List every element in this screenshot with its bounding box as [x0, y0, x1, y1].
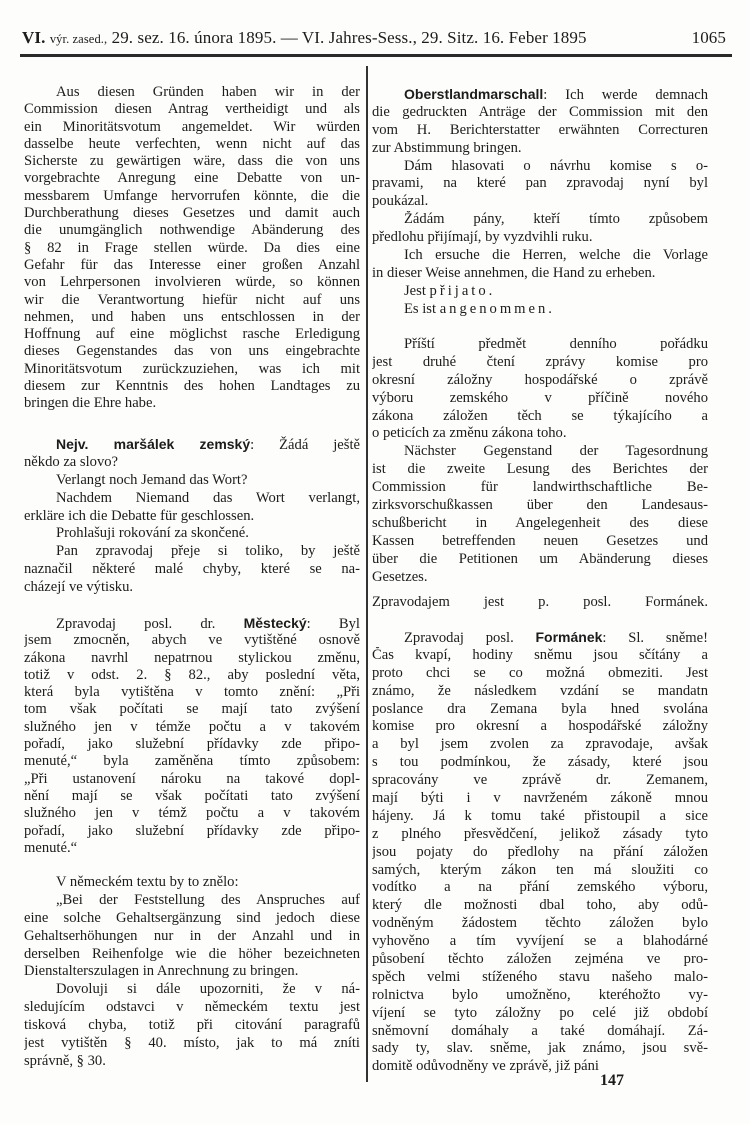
text-line: die unumgänglich nothwendige Abänderung des	[24, 222, 360, 239]
signature-mark: 147	[600, 1072, 624, 1089]
text-line: známo, že následkem vzdání se mandatn	[372, 682, 708, 699]
text-line: Gefahr für das Interesse einer großen Anzahl	[24, 256, 360, 273]
header-rule	[20, 54, 732, 57]
text-line: Durchberathung dieses Gesetzes und damit auch	[24, 205, 360, 222]
text-line: samých, kterým zákon ten má sloužiti co	[372, 861, 708, 878]
speaker-name: Oberstlandmarschall	[404, 86, 544, 102]
left-paragraph-german-minority	[24, 84, 360, 412]
text-line: jest druhé čtení zprávy komise pro	[372, 353, 708, 370]
text-line: Commission für landwirthschaftliche Be-	[372, 479, 708, 496]
text-line: diesem zur Kenntnis des hohen Landtages zu	[24, 378, 360, 395]
text-line: poslance dra Zemana byla hned svolána	[372, 700, 708, 717]
text-line: Hoffnung auf eine möglichst rasche Erledigung	[24, 326, 360, 343]
text-line: bringen die Ehre habe.	[24, 395, 157, 412]
text-line: § 82 in Frage stellen würde. Da dies eine	[24, 239, 360, 256]
text-line: derselben Reihenfolge wie die höher bezeichneten	[24, 945, 360, 962]
text-line: „Při ustanovení nároku na takové dopl-	[24, 770, 360, 787]
text-line: dasselbe heute verfechten, wenn nicht auf das	[24, 135, 360, 152]
text-line: vodítko a na přání zemského výboru,	[372, 879, 708, 896]
text-line: Commission diesen Antrag vertheidigt und als	[24, 101, 360, 118]
text-line: služného jen v témž počtu a v takovém	[24, 805, 360, 822]
text-line: o peticích za změnu zákona toho.	[372, 425, 567, 442]
text-line: die gedruckten Anträge der Commission mit den	[372, 103, 708, 120]
text-line: pořadí, jako služební přídavky zde připo-	[24, 822, 360, 839]
text-line: „Bei der Feststellung des Anspruches auf	[56, 891, 360, 908]
text-line: s tou podmínkou, že zásady, které jsou	[372, 754, 708, 771]
text-line: vorgebrachte Anregung eine Debatte von un-	[24, 170, 360, 187]
text-line: Gesetzes.	[372, 568, 428, 585]
text-line: zur Abstimmung bringen.	[372, 139, 522, 156]
header-session-small: výr. zased.,	[49, 32, 108, 46]
text-line: vom H. Berichterstatter erwähnten Correcturen	[372, 121, 708, 138]
text-line: Dám hlasovati o návrhu komise s o-	[404, 157, 708, 174]
text-line: Aus diesen Gründen haben wir in der	[56, 84, 360, 100]
text-line: Prohlašuji rokování za skončené.	[56, 525, 249, 542]
text-line: spracovány ve zprávě dr. Zemanem,	[372, 772, 708, 789]
text-line: totiž v odst. 2. § 82., aby poslední věta,	[24, 666, 360, 683]
text-line: Dovoluji si dále upozorniti, že v ná-	[56, 981, 360, 998]
text-line: někdo za slovo?	[24, 453, 119, 470]
text-line: dieses Gegenstandes das von uns eingebrachte	[24, 343, 360, 360]
text-line: messbarem Umfange hervorrufen könnte, die die	[24, 187, 360, 204]
text-line: menuté.“	[24, 839, 78, 856]
text-line: Minoritätsvotum zurückzuziehen, was ich mit	[24, 360, 360, 377]
speaker-name: Formánek	[535, 629, 603, 645]
text-line: vodněným žádostem těchto záložen bylo	[372, 915, 708, 932]
left-marshal-speech	[24, 436, 360, 597]
column-divider	[366, 66, 368, 1082]
text-line: ein Minoritätsvotum angemeldet. Wir würden	[24, 118, 360, 135]
text-line: Oberstlandmarschall: Ich werde demnach	[404, 86, 708, 103]
text-line: proto chci se co možná obmeziti. Jest	[372, 664, 708, 681]
text-line: nehmen, und haben uns entschlossen in der	[24, 308, 360, 325]
text-line: která byla vytištěna v tomto znění: „Při	[24, 684, 360, 701]
text-line: nění mají se však počítati tato zvýšení	[24, 787, 360, 804]
text-line: jsou pojaty do předlohy na přání záložen	[372, 843, 708, 860]
text-line: schußbericht in Angelegenheit des diese	[372, 514, 708, 531]
text-line: Verlangt noch Jemand das Wort?	[56, 471, 248, 488]
text-line: poukázal.	[372, 193, 429, 210]
text-line: Nächster Gegenstand der Tagesordnung	[404, 443, 708, 460]
text-line: Dienstalterszulagen in Anrechnung zu bringen.	[24, 963, 299, 980]
text-line: Pan zpravodaj přeje si toliko, by ještě	[56, 543, 360, 560]
text-line: sady ty, slav. sněme, jak známo, jsou svě-	[372, 1040, 708, 1057]
text-line: Gehaltserhöhungen nur in der Anzahl und in	[24, 927, 360, 944]
text-line: tom však počítati se mají tato zvýšení	[24, 701, 360, 718]
text-line: zákona záložen těch se týkajícího a	[372, 407, 708, 424]
text-line: sněmovní domáhaly a také domáhají. Zá-	[372, 1022, 708, 1039]
text-line: jsem zmocněn, abych ve vytištěné osnově	[24, 632, 360, 649]
text-line: Nachdem Niemand das Wort verlangt,	[56, 489, 360, 506]
text-line: wir die Verantwortung hiefür nicht auf uns	[24, 291, 360, 308]
text-line: jest vytištěn § 40. místo, jak to má zníti	[24, 1035, 360, 1052]
text-line: předlohu přijímají, by vyzdvihli ruku.	[372, 229, 593, 246]
spaced-emphasis: přijato.	[429, 282, 496, 299]
text-line: pořadí, jako služební přídavky zde připo-	[24, 736, 360, 753]
left-reporter-mestecky	[24, 615, 360, 857]
text-line: über die Petitionen um Abänderung dieses	[372, 550, 708, 567]
header-session-roman: VI.	[22, 28, 46, 47]
text-line: erkläre ich die Debatte für geschlossen.	[24, 507, 255, 524]
right-next-item	[372, 336, 708, 586]
text-line: in dieser Weise annehmen, die Hand zu erheben.	[372, 264, 656, 281]
text-line: pravami, na které pan zpravodaj nyní byl	[372, 175, 708, 192]
text-line: rolnictva bylo umožněno, kteréhožto vy-	[372, 986, 708, 1003]
text-line: a byl jsem zvolen za zpravodaje, avšak	[372, 736, 708, 753]
text-line: cházejí ve výtisku.	[24, 579, 134, 596]
text-line: ist die zweite Lesung des Berichtes der	[372, 461, 708, 478]
left-german-text-note	[24, 874, 360, 1071]
text-line: eine solche Gehaltsergänzung sind jedoch diese	[24, 909, 360, 926]
text-line: Nejv. maršálek zemský: Žádá ještě	[56, 436, 360, 453]
text-line: Příští předmět denního pořádku	[404, 336, 708, 352]
text-line: který dle možnosti dbal toho, aby odů-	[372, 897, 708, 914]
text-line: von Lehrpersonen involvieren würde, so können	[24, 274, 360, 291]
text-line: Čas kvapí, hodiny sněmu jsou sčítány a	[372, 646, 708, 663]
right-reporter-formanek	[372, 629, 708, 1076]
text-line: mají býti i v navrženém zákoně mnou	[372, 790, 708, 807]
text-line: hájeny. Já k tomu také přistoupil a sice	[372, 807, 708, 824]
text-line: Žádám pány, kteří tímto způsobem	[404, 211, 708, 228]
spaced-emphasis: angenommen.	[439, 300, 555, 317]
text-line: tisková chyba, totiž při citování paragrafů	[24, 1017, 360, 1034]
reporter-line: Zpravodajem jest p. posl. Formánek.	[372, 594, 708, 610]
text-line: víjení se tyto záložny po celé již období	[372, 1004, 708, 1021]
right-vote-section	[372, 86, 708, 319]
text-line: výboru zemského v příčině nového	[372, 389, 708, 406]
text-line: domitě odůvodněny ve zprávě, již páni	[372, 1058, 599, 1075]
text-line: zákona navrhl nepatrnou stylickou změnu,	[24, 649, 360, 666]
header-session-text: 29. sez. 16. února 1895. — VI. Jahres-Sess., 29. Sitz. 16. Feber 1895	[111, 28, 587, 47]
running-header	[22, 28, 726, 48]
page-number: 1065	[691, 28, 726, 47]
text-line: zirksvorschußkassen über den Landesaus-	[372, 497, 708, 514]
speaker-name: Nejv. maršálek zemský	[56, 436, 251, 452]
text-line: komise pro okresní a hospodářské záložny	[372, 718, 708, 735]
speaker-name: Městecký	[243, 615, 307, 631]
text-line: působení těchto záložen zejména ve pro-	[372, 951, 708, 968]
text-line: služného jen v témže počtu a v takovém	[24, 718, 360, 735]
text-line: Zpravodaj posl. dr. Městecký: Byl	[56, 615, 360, 632]
text-line: správně, § 30.	[24, 1052, 106, 1069]
text-line: spěch velmi stíženého stavu našeho malo-	[372, 968, 708, 985]
text-line: Kassen betreffenden neuen Gesetzes und	[372, 532, 708, 549]
text-line: sledujícím odstavci v německém textu jest	[24, 999, 360, 1016]
text-line: vyhověno a tím vyvíjení se a blahodárné	[372, 933, 708, 950]
text-line: Jest přijato.	[404, 282, 496, 299]
text-line: menuté,“ byla zaměněna tímto způsobem:	[24, 753, 360, 770]
text-line: Sicherste zu gewärtigen wäre, dass die von uns	[24, 153, 360, 170]
text-line: z plného přesvědčení, jelikož zásady tyto	[372, 825, 708, 842]
text-line: V německém textu by to znělo:	[56, 874, 239, 890]
text-line: naznačil některé malé chyby, které se na-	[24, 561, 360, 578]
text-line: okresní záložny hospodářské o zprávě	[372, 371, 708, 388]
text-line: Es ist angenommen.	[404, 300, 555, 317]
text-line: Zpravodaj posl. Formánek: Sl. sněme!	[404, 629, 708, 646]
text-line: Ich ersuche die Herren, welche die Vorlage	[404, 247, 708, 264]
